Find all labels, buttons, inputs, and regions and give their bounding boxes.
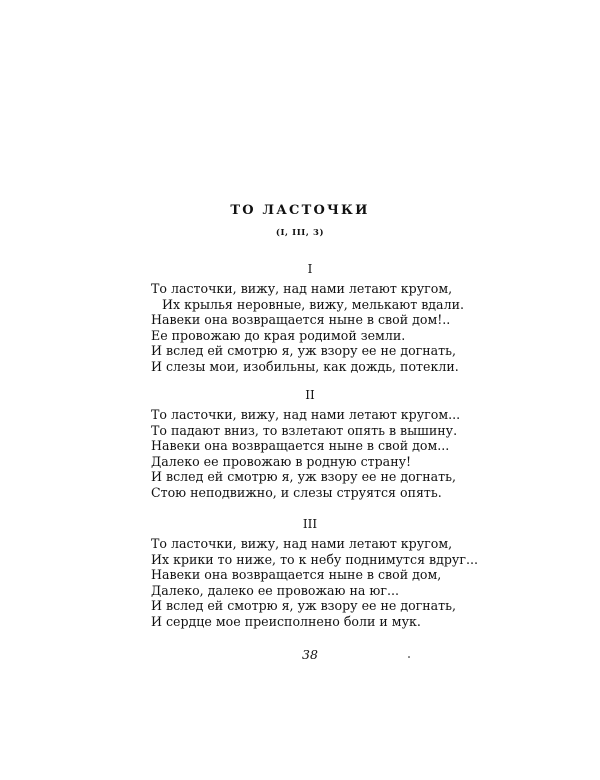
verse-line: И вслед ей смотрю я, уж взору ее не догнать, [151,598,457,614]
verse-line: И сердце мое преисполнено боли и мук. [151,613,421,629]
verse-line: И вслед ей смотрю я, уж взору ее не догнать, [151,469,457,485]
verse-line: И вслед ей смотрю я, уж взору ее не догнать, [151,343,457,359]
stanza-2 [151,407,471,501]
verse-line: И слезы мои, изобильны, как дождь, потекли. [151,358,459,374]
stanza-1 [151,281,471,375]
part-number-3: III [302,517,318,531]
verse-line: Далеко, далеко ее провожаю на юг... [151,582,399,598]
page-number: 38 [302,647,318,662]
stanza-3 [151,536,478,630]
verse-line: То падают вниз, то взлетают опять в вышину. [151,422,458,438]
verse-line: Ее провожаю до края родимой земли. [151,327,406,343]
verse-line: Далеко ее провожаю в родную страну! [151,453,412,469]
verse-line: Их крики то ниже, то к небу поднимутся вдруг... [151,551,478,567]
verse-line: Навеки она возвращается ныне в свой дом... [151,438,450,454]
verse-line: Стою неподвижно, и слезы струятся опять. [151,484,442,500]
verse-line: То ласточки, вижу, над нами летают кругом, [151,536,453,551]
verse-line: Их крылья неровные, вижу, мелькают вдали. [162,296,464,312]
verse-line: Навеки она возвращается ныне в свой дом!.. [151,312,451,328]
verse-line: То ласточки, вижу, над нами летают кругом... [151,407,461,422]
part-number-1: I [307,262,313,276]
poem-source-reference: (I, III, 3) [275,228,325,238]
poem-title: ТО ЛАСТОЧКИ [230,203,370,218]
part-number-2: II [305,388,315,402]
verse-line: То ласточки, вижу, над нами летают кругом, [151,281,453,296]
verse-line: Навеки она возвращается ныне в свой дом, [151,567,442,583]
print-speck [408,656,410,658]
